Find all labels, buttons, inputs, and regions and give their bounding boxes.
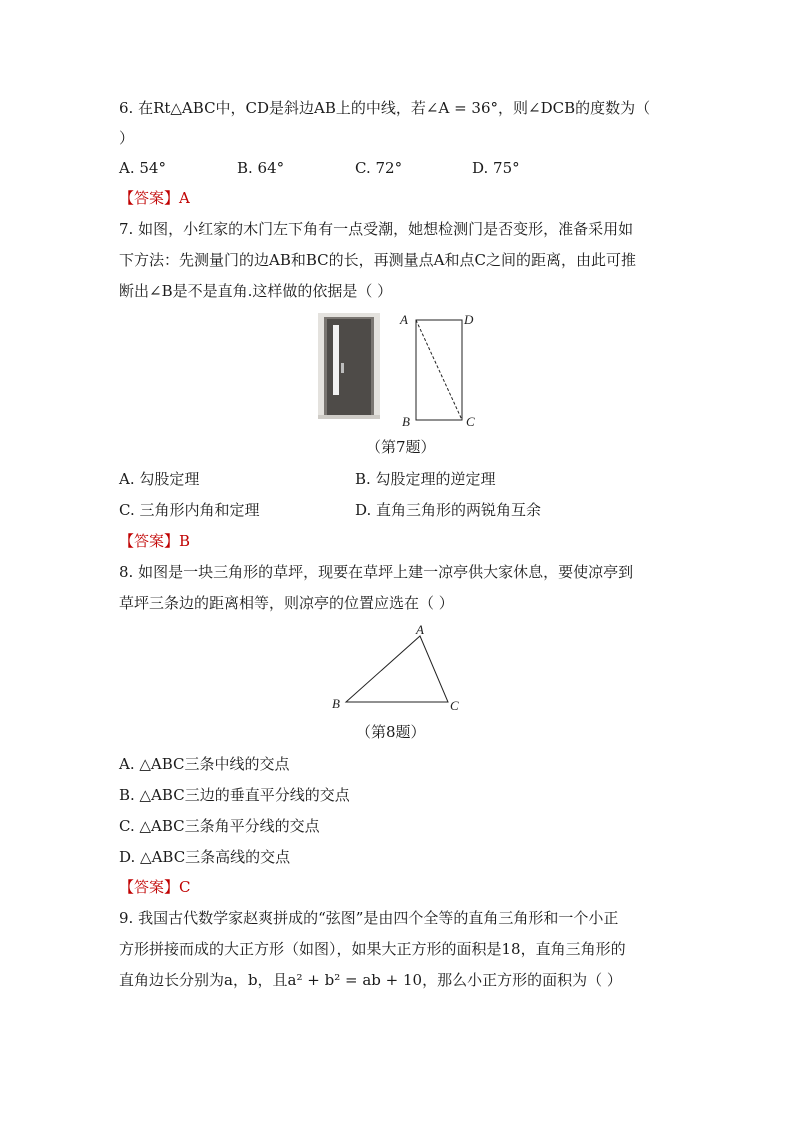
q6-stem-line2: ） — [119, 129, 135, 147]
q7-label-c: C — [466, 414, 475, 429]
q6-stem-line1: 6. 在Rt△ABC中，CD是斜边AB上的中线，若∠A = 36°，则∠DCB的度数为（ — [119, 99, 651, 117]
q7-label-d: D — [464, 312, 474, 327]
q6-option-c: C. 72° — [355, 159, 403, 177]
q8-label-b: B — [332, 696, 340, 711]
q7-option-b: B. 勾股定理的逆定理 — [355, 470, 496, 488]
q8-caption: （第8题） — [356, 723, 426, 741]
q8-stem-line1: 8. 如图是一块三角形的草坪，现要在草坪上建一凉亭供大家休息，要使凉亭到 — [119, 563, 634, 581]
q9-stem-line1: 9. 我国古代数学家赵爽拼成的“弦图”是由四个全等的直角三角形和一个小正 — [119, 909, 619, 927]
q7-rectangle-figure — [396, 310, 486, 430]
q6-option-b: B. 64° — [237, 159, 285, 177]
q7-stem-line2: 下方法：先测量门的边AB和BC的长，再测量点A和点C之间的距离，由此可推 — [119, 251, 636, 269]
q7-stem-line1: 7. 如图，小红家的木门左下角有一点受潮，她想检测门是否变形，准备采用如 — [119, 220, 634, 238]
q7-answer: 【答案】B — [119, 532, 191, 550]
q6-option-d: D. 75° — [472, 159, 520, 177]
q8-option-b: B. △ABC三边的垂直平分线的交点 — [119, 786, 350, 804]
q8-option-c: C. △ABC三条角平分线的交点 — [119, 817, 320, 835]
q6-option-a: A. 54° — [119, 159, 166, 177]
q9-stem-line3: 直角边长分别为a，b，且a² + b² = ab + 10，那么小正方形的面积为（ ） — [119, 971, 622, 989]
q7-label-a: A — [400, 312, 408, 327]
q8-option-d: D. △ABC三条高线的交点 — [119, 848, 291, 866]
q8-label-a: A — [416, 622, 424, 637]
q7-option-d: D. 直角三角形的两锐角互余 — [355, 501, 542, 519]
q7-stem-line3: 断出∠B是不是直角.这样做的依据是（ ） — [119, 282, 393, 300]
q7-label-b: B — [402, 414, 410, 429]
q6-answer: 【答案】A — [119, 189, 190, 207]
q9-stem-line2: 方形拼接而成的大正方形（如图），如果大正方形的面积是18，直角三角形的 — [119, 940, 626, 958]
q8-answer: 【答案】C — [119, 878, 191, 896]
q7-option-a: A. 勾股定理 — [119, 470, 200, 488]
q8-triangle-figure — [326, 620, 466, 715]
q8-label-c: C — [450, 698, 459, 713]
q8-option-a: A. △ABC三条中线的交点 — [119, 755, 290, 773]
q7-caption: （第7题） — [366, 438, 436, 456]
q8-stem-line2: 草坪三条边的距离相等，则凉亭的位置应选在（ ） — [119, 594, 454, 612]
q7-option-c: C. 三角形内角和定理 — [119, 501, 260, 519]
door-photo — [318, 313, 380, 419]
